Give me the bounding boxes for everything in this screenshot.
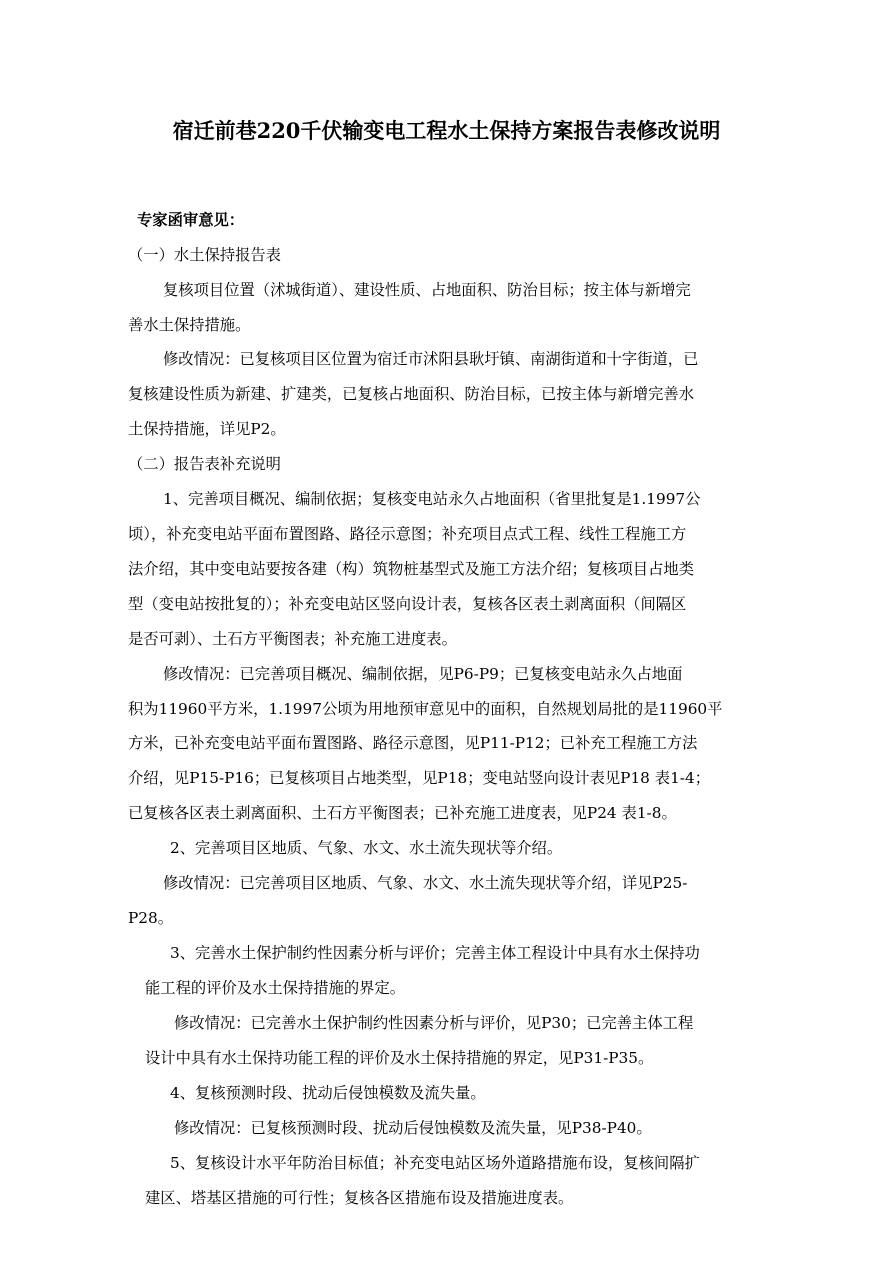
paragraph-line: 方米，已补充变电站平面布置图路、路径示意图，见P11-P12；已补充工程施工方法 xyxy=(128,734,698,752)
paragraph-line: 4、复核预测时段、扰动后侵蚀模数及流失量。 xyxy=(170,1084,486,1102)
paragraph-line: 介绍，见P15-P16；已复核项目占地类型，见P18；变电站竖向设计表见P18 表1-4； xyxy=(128,769,711,787)
paragraph-line: 积为11960平方米，1.1997公顷为用地预审意见中的面积，自然规划局批的是11960平 xyxy=(128,700,723,718)
section-heading: 专家函审意见： xyxy=(137,211,245,229)
paragraph-line: 已复核各区表土剥离面积、土石方平衡图表；已补充施工进度表，见P24 表1-8。 xyxy=(128,804,677,822)
paragraph-line: 2、完善项目区地质、气象、水文、水土流失现状等介绍。 xyxy=(170,839,563,857)
paragraph-line: 3、完善水土保护制约性因素分析与评价；完善主体工程设计中具有水土保持功 xyxy=(170,944,700,962)
paragraph-line: 复核建设性质为新建、扩建类，已复核占地面积、防治目标，已按主体与新增完善水 xyxy=(128,385,694,403)
paragraph-line: 复核项目位置（沭城街道）、建设性质、占地面积、防治目标；按主体与新增完 xyxy=(163,281,691,299)
paragraph-line: 是否可剥）、土石方平衡图表；补充施工进度表。 xyxy=(128,630,457,648)
paragraph-line: 建区、塔基区措施的可行性；复核各区措施布设及措施进度表。 xyxy=(145,1189,574,1207)
subsection-heading: （一）水土保持报告表 xyxy=(128,246,281,264)
paragraph-line: 5、复核设计水平年防治目标值；补充变电站区场外道路措施布设，复核间隔扩 xyxy=(170,1154,700,1172)
paragraph-line: 修改情况：已复核项目区位置为宿迁市沭阳县耿圩镇、南湖街道和十字街道，已 xyxy=(163,350,699,368)
paragraph-line: 修改情况：已完善水土保护制约性因素分析与评价，见P30；已完善主体工程 xyxy=(174,1014,694,1032)
paragraph-line: 修改情况：已复核预测时段、扰动后侵蚀模数及流失量，见P38-P40。 xyxy=(174,1119,652,1137)
paragraph-line: 土保持措施，详见P2。 xyxy=(128,420,286,438)
paragraph-line: 法介绍，其中变电站要按各建（构）筑物桩基型式及施工方法介绍；复核项目占地类 xyxy=(128,560,694,578)
paragraph-line: 顷），补充变电站平面布置图路、路径示意图；补充项目点式工程、线性工程施工方 xyxy=(128,525,687,543)
paragraph-line: 型（变电站按批复的）；补充变电站区竖向设计表，复核各区表土剥离面积（间隔区 xyxy=(128,595,687,613)
paragraph-line: 1、完善项目概况、编制依据；复核变电站永久占地面积（省里批复是1.1997公 xyxy=(163,490,701,508)
paragraph-line: 修改情况：已完善项目概况、编制依据，见P6-P9；已复核变电站永久占地面 xyxy=(163,665,683,683)
paragraph-line: 设计中具有水土保持功能工程的评价及水土保持措施的界定，见P31-P35。 xyxy=(145,1049,654,1067)
paragraph-line: P28。 xyxy=(128,909,174,927)
page-title: 宿迁前巷220千伏输变电工程水土保持方案报告表修改说明 xyxy=(172,118,721,143)
paragraph-line: 修改情况：已完善项目区地质、气象、水文、水土流失现状等介绍，详见P25- xyxy=(163,874,688,892)
subsection-heading: （二）报告表补充说明 xyxy=(128,455,281,473)
paragraph-line: 能工程的评价及水土保持措施的界定。 xyxy=(145,979,406,997)
paragraph-line: 善水土保持措施。 xyxy=(128,316,251,334)
